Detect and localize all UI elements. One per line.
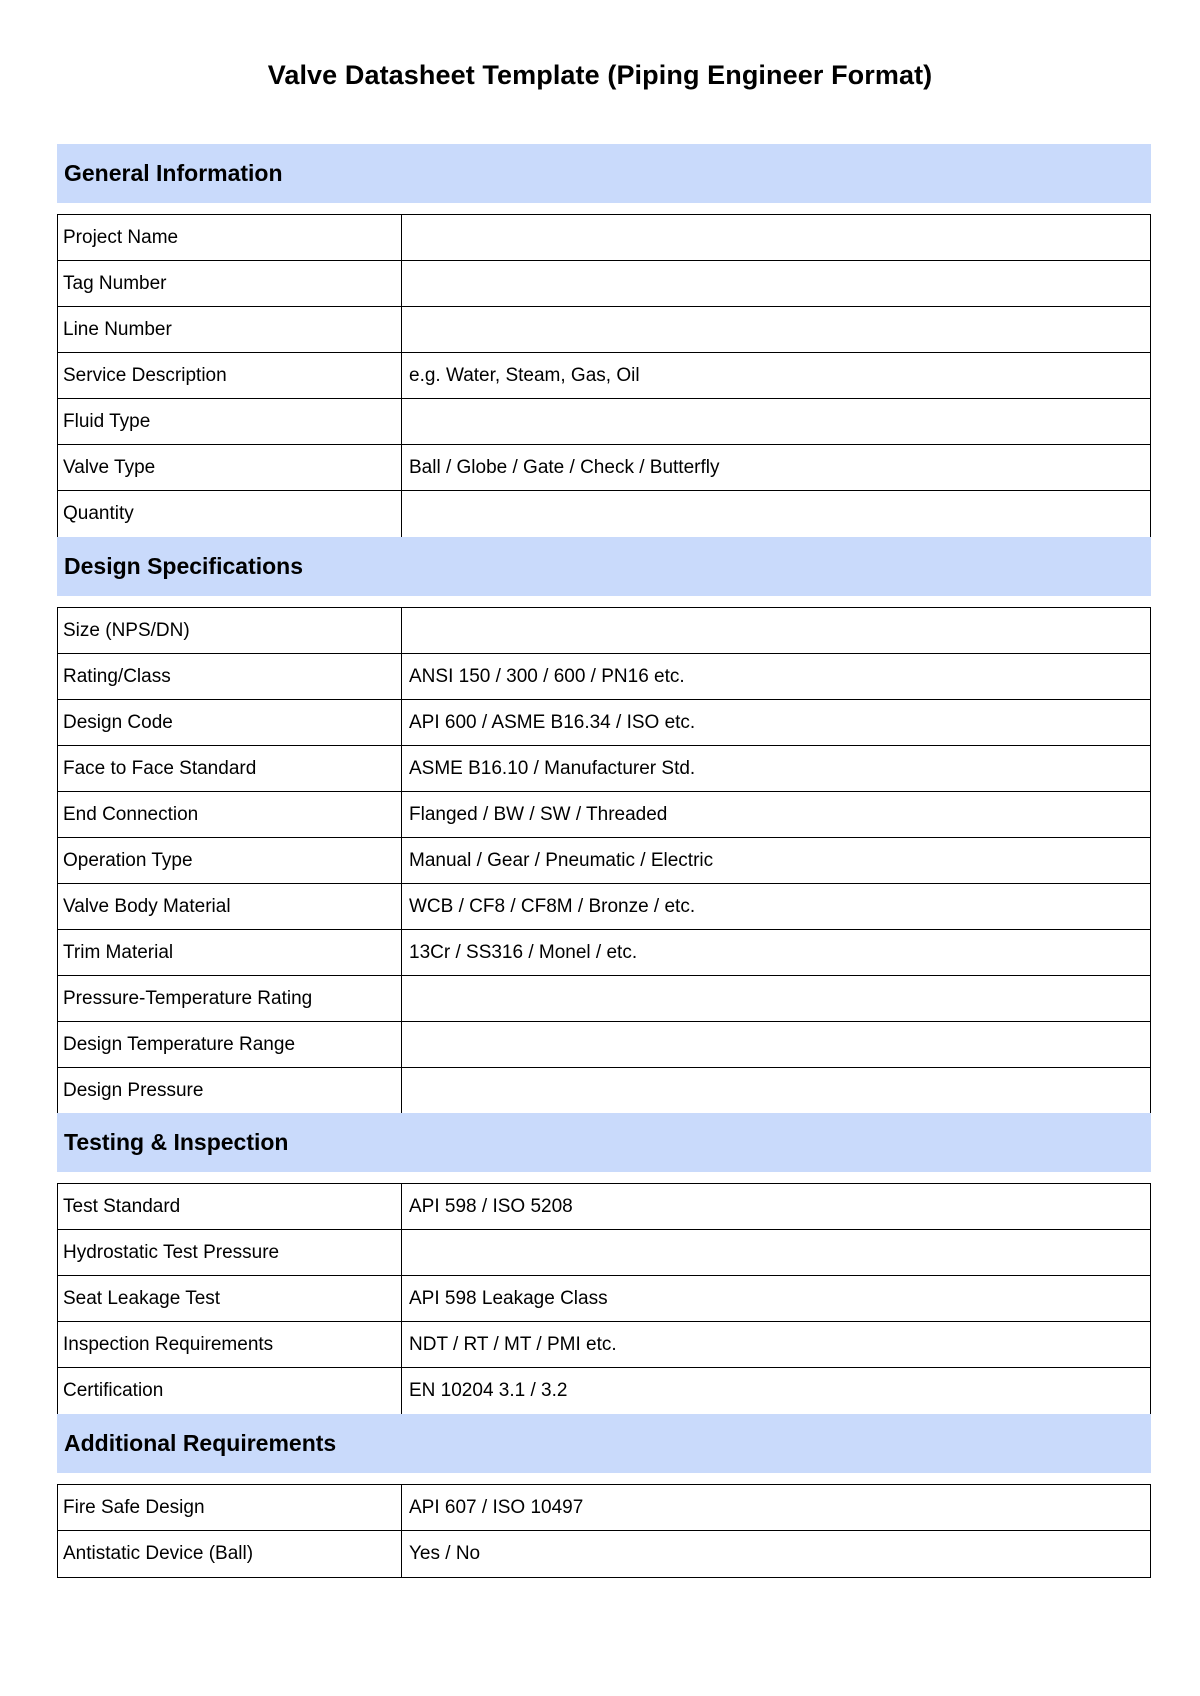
field-label: Pressure-Temperature Rating xyxy=(58,976,402,1021)
field-label: Line Number xyxy=(58,307,402,352)
section-design-specifications xyxy=(57,537,1151,1114)
field-label: Face to Face Standard xyxy=(58,746,402,791)
field-label: Seat Leakage Test xyxy=(58,1276,402,1321)
field-value[interactable]: API 607 / ISO 10497 xyxy=(409,1496,584,1518)
field-label: Certification xyxy=(58,1368,402,1414)
field-label: Operation Type xyxy=(58,838,402,883)
field-label: Design Pressure xyxy=(58,1068,402,1114)
field-value[interactable]: e.g. Water, Steam, Gas, Oil xyxy=(409,364,640,386)
table-row xyxy=(58,1531,1150,1577)
field-value[interactable] xyxy=(402,399,1150,444)
field-value[interactable]: Yes / No xyxy=(409,1543,481,1564)
field-label: Design Temperature Range xyxy=(58,1022,402,1067)
field-label: Valve Body Material xyxy=(58,884,402,929)
field-value[interactable] xyxy=(402,1068,1150,1114)
page-title: Valve Datasheet Template (Piping Engineer Format) xyxy=(267,60,933,90)
section-heading: Testing & Inspection xyxy=(57,1113,1151,1172)
table-row xyxy=(58,884,1150,930)
field-label: Size (NPS/DN) xyxy=(58,608,402,653)
table-row xyxy=(58,930,1150,976)
field-label: Hydrostatic Test Pressure xyxy=(58,1230,402,1275)
field-value[interactable]: Ball / Globe / Gate / Check / Butterfly xyxy=(409,456,720,478)
field-value[interactable]: NDT / RT / MT / PMI etc. xyxy=(409,1333,617,1355)
field-label: Quantity xyxy=(58,491,402,537)
table-row xyxy=(58,654,1150,700)
table-row xyxy=(58,215,1150,261)
section-additional-requirements xyxy=(57,1414,1151,1578)
section-heading: General Information xyxy=(57,144,1151,203)
field-value[interactable]: ASME B16.10 / Manufacturer Std. xyxy=(409,757,696,779)
field-value[interactable] xyxy=(402,608,1150,653)
datasheet-table xyxy=(57,1183,1151,1414)
field-label: Fire Safe Design xyxy=(58,1485,402,1530)
section-general-information xyxy=(57,144,1151,537)
table-row xyxy=(58,792,1150,838)
field-label: Tag Number xyxy=(58,261,402,306)
table-row xyxy=(58,1485,1150,1531)
field-value[interactable] xyxy=(402,307,1150,352)
field-value[interactable] xyxy=(402,215,1150,260)
field-value[interactable]: EN 10204 3.1 / 3.2 xyxy=(409,1380,568,1401)
datasheet-table xyxy=(57,1484,1151,1578)
field-label: Test Standard xyxy=(58,1184,402,1229)
field-label: End Connection xyxy=(58,792,402,837)
section-heading: Additional Requirements xyxy=(57,1414,1151,1473)
section-heading: Design Specifications xyxy=(57,537,1151,596)
table-row xyxy=(58,1068,1150,1114)
table-row xyxy=(58,1184,1150,1230)
table-row xyxy=(58,976,1150,1022)
table-row xyxy=(58,746,1150,792)
section-testing-inspection xyxy=(57,1113,1151,1414)
table-row xyxy=(58,445,1150,491)
table-row xyxy=(58,1322,1150,1368)
field-label: Rating/Class xyxy=(58,654,402,699)
table-row xyxy=(58,700,1150,746)
table-row xyxy=(58,838,1150,884)
field-label: Design Code xyxy=(58,700,402,745)
field-value[interactable]: 13Cr / SS316 / Monel / etc. xyxy=(409,941,638,963)
table-row xyxy=(58,399,1150,445)
table-row xyxy=(58,261,1150,307)
table-row xyxy=(58,1368,1150,1414)
table-row xyxy=(58,608,1150,654)
datasheet-table xyxy=(57,214,1151,537)
field-value[interactable]: API 598 Leakage Class xyxy=(409,1287,608,1309)
table-row xyxy=(58,1276,1150,1322)
field-label: Fluid Type xyxy=(58,399,402,444)
datasheet-table xyxy=(57,607,1151,1114)
table-row xyxy=(58,307,1150,353)
field-value[interactable] xyxy=(402,1022,1150,1067)
field-label: Valve Type xyxy=(58,445,402,490)
field-value[interactable]: WCB / CF8 / CF8M / Bronze / etc. xyxy=(409,895,696,917)
table-row xyxy=(58,1230,1150,1276)
table-row xyxy=(58,1022,1150,1068)
field-value[interactable]: API 598 / ISO 5208 xyxy=(409,1195,573,1217)
field-value[interactable]: Manual / Gear / Pneumatic / Electric xyxy=(409,849,714,871)
field-value[interactable]: ANSI 150 / 300 / 600 / PN16 etc. xyxy=(409,665,685,687)
field-value[interactable]: Flanged / BW / SW / Threaded xyxy=(409,803,668,825)
field-label: Service Description xyxy=(58,353,402,398)
field-value[interactable] xyxy=(402,261,1150,306)
field-value[interactable] xyxy=(402,1230,1150,1275)
field-label: Trim Material xyxy=(58,930,402,975)
table-row xyxy=(58,353,1150,399)
field-label: Antistatic Device (Ball) xyxy=(58,1531,402,1577)
field-label: Inspection Requirements xyxy=(58,1322,402,1367)
field-value[interactable] xyxy=(402,491,1150,537)
table-row xyxy=(58,491,1150,537)
field-label: Project Name xyxy=(58,215,402,260)
field-value[interactable]: API 600 / ASME B16.34 / ISO etc. xyxy=(409,711,696,733)
field-value[interactable] xyxy=(402,976,1150,1021)
